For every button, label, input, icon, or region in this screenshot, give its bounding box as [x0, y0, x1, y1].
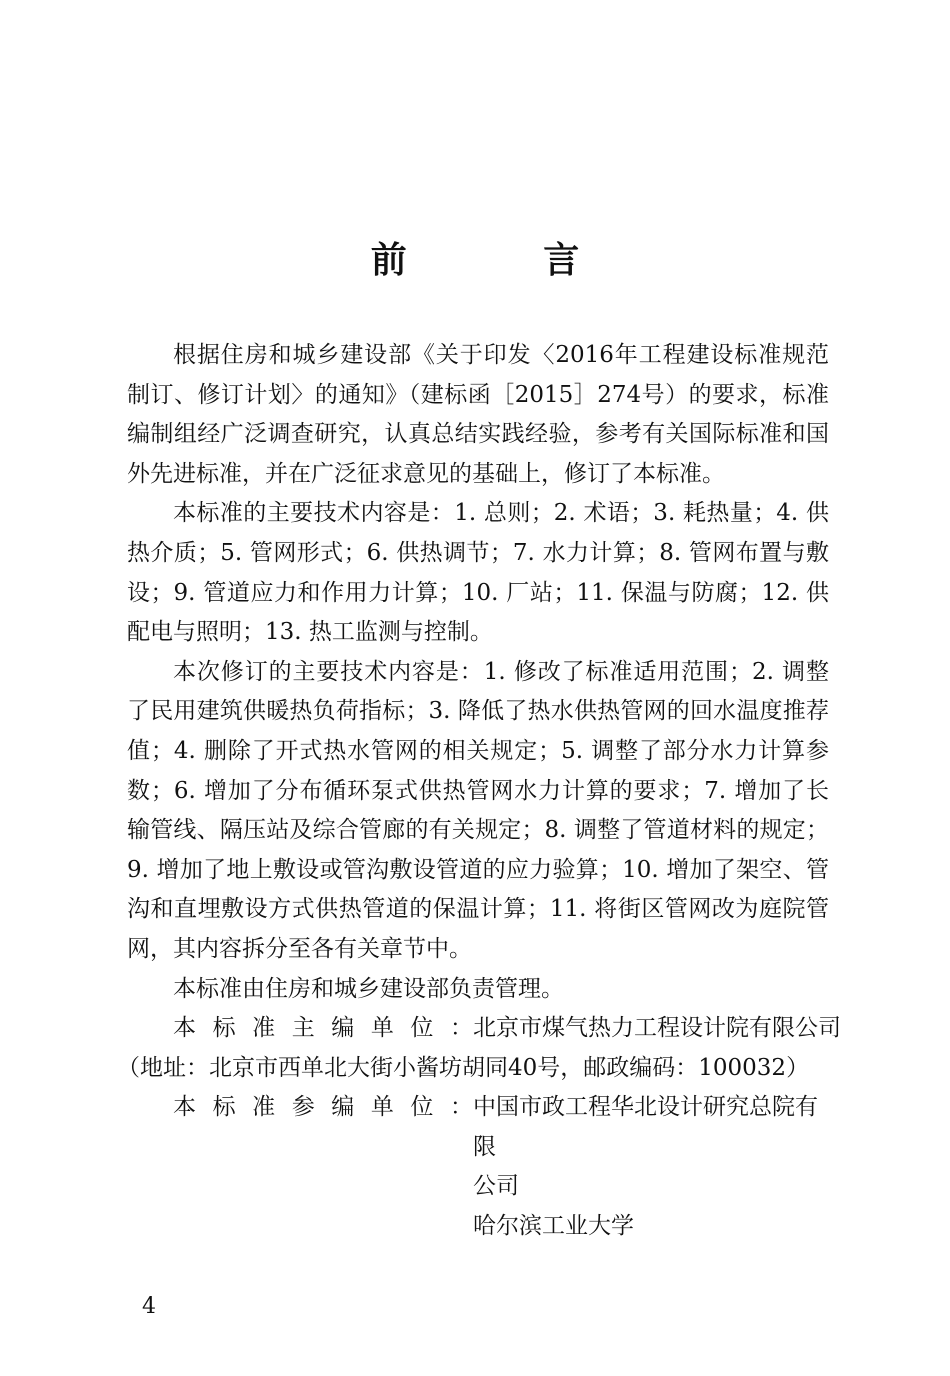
paragraph-main-contents: 本标准的主要技术内容是：1. 总则；2. 术语；3. 耗热量；4. 供热介质；5. 管网形式；6. 供热调节；7. 水力计算；8. 管网布置与敷设；9. 管道应力和作用力计算；10. 厂站；11. 保温与防腐；12. 供配电与照明；13. 热工监测与控制。	[127, 500, 829, 646]
participating-unit-name: 公司	[473, 1173, 519, 1200]
participating-unit-name: 哈尔滨工业大学	[473, 1213, 634, 1240]
page-title: 前 言	[370, 239, 642, 281]
chief-unit-line	[127, 1009, 841, 1049]
chief-unit-label: 本标准主编单位：	[173, 1015, 473, 1042]
participating-unit-label: 本标准参编单位：	[173, 1094, 473, 1121]
paragraph-management: 本标准由住房和城乡建设部负责管理。	[173, 975, 564, 1002]
participating-units	[127, 1088, 829, 1246]
participating-unit-list	[473, 1088, 829, 1246]
chief-unit-address: （地址：北京市西单北大街小酱坊胡同40号，邮政编码：100032）	[117, 1054, 810, 1081]
preface-body	[117, 336, 841, 1247]
chief-unit-name: 北京市煤气热力工程设计院有限公司	[473, 1015, 841, 1042]
participating-unit-name: 中国市政工程华北设计研究总院有限	[473, 1094, 818, 1160]
paragraph-revision-contents: 本次修订的主要技术内容是：1. 修改了标准适用范围；2. 调整了民用建筑供暖热负荷指标；3. 降低了热水供热管网的回水温度推荐值；4. 删除了开式热水管网的相关规定；5. 调整了部分水力计算参数；6. 增加了分布循环泵式供热管网水力计算的要求；7. 增加了长输管线、隔压站及综合管廊的有关规定；8. 调整了管道材料的规定；9. 增加了地上敷设或管沟敷设管道的应力验算；10. 增加了架空、管沟和直埋敷设方式供热管道的保温计算；11. 将街区管网改为庭院管网，其内容拆分至各有关章节中。	[127, 658, 829, 962]
page-number: 4	[142, 1294, 156, 1319]
paragraph-background: 根据住房和城乡建设部《关于印发〈2016年工程建设标准规范制订、修订计划〉的通知》（建标函［2015］274号）的要求，标准编制组经广泛调查研究，认真总结实践经验，参考有关国际标准和国外先进标准，并在广泛征求意见的基础上，修订了本标准。	[127, 342, 829, 487]
